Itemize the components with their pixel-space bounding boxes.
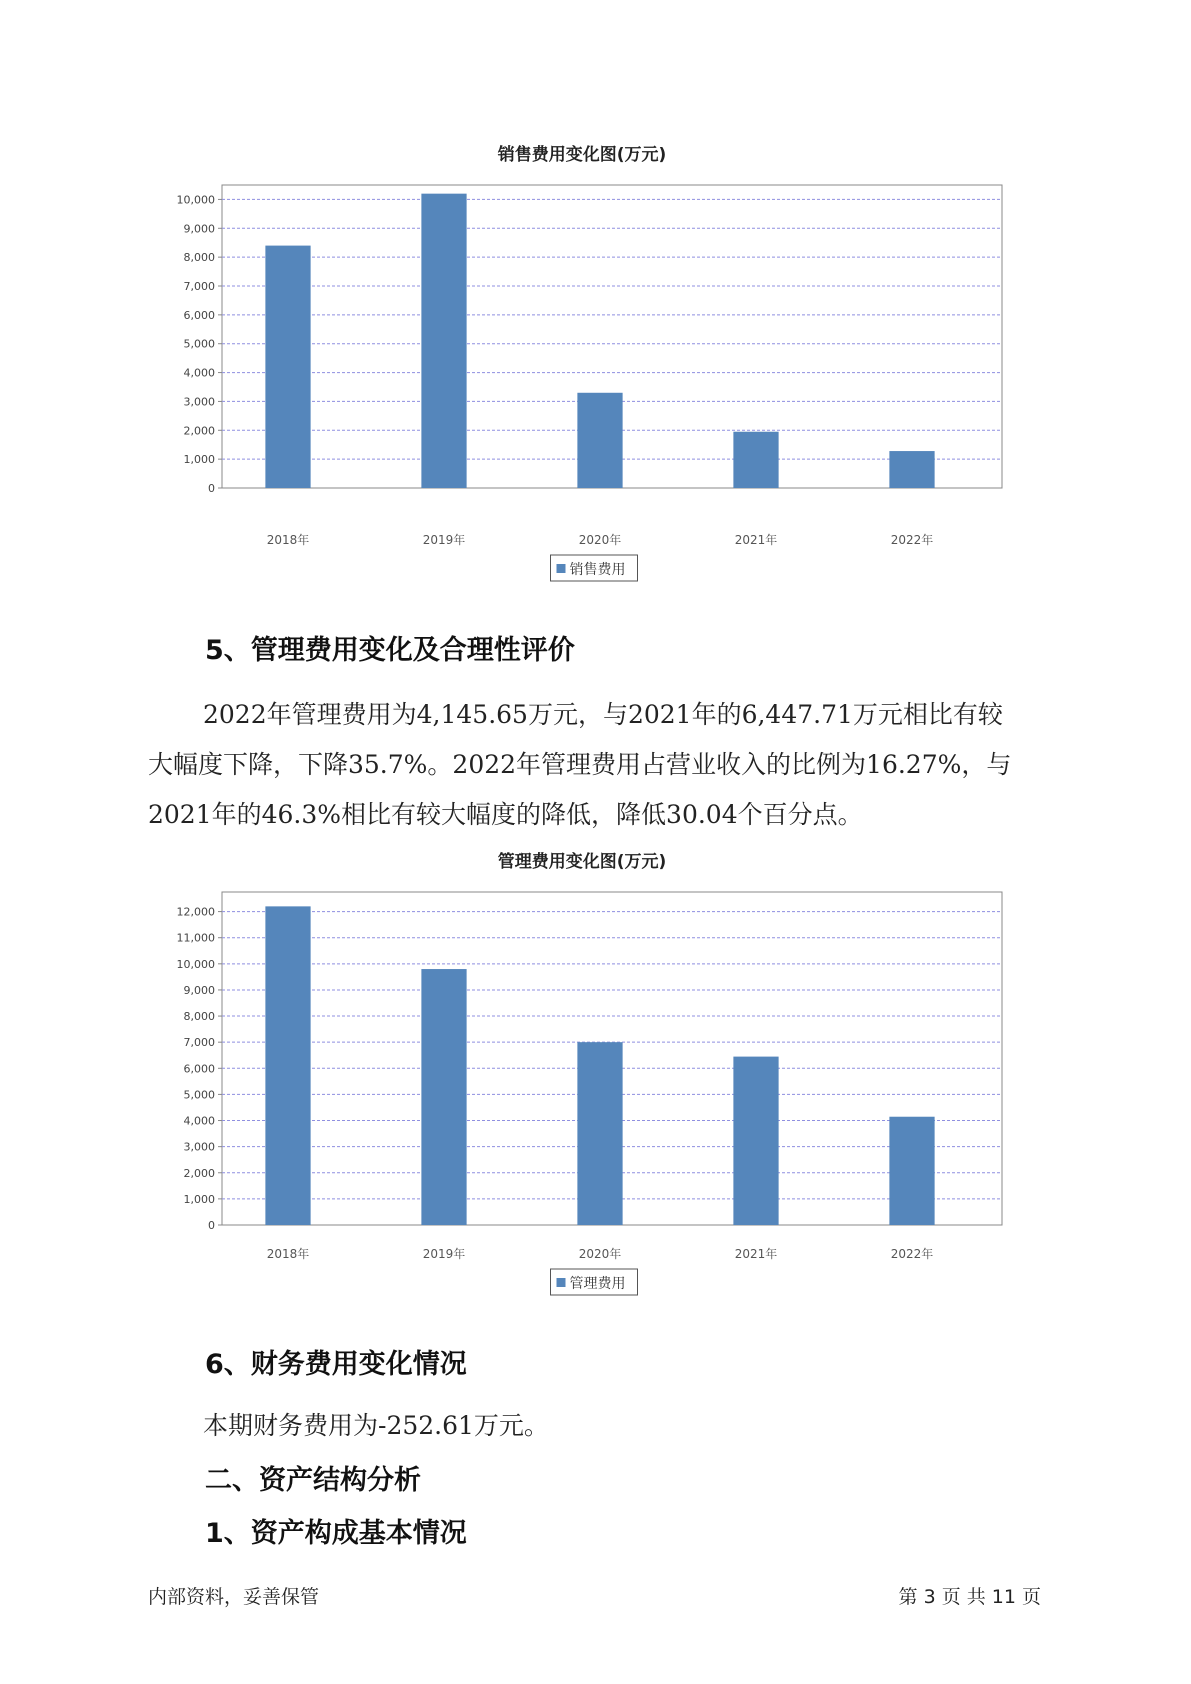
bar-2021年 bbox=[733, 1057, 778, 1225]
y-tick-label: 2,000 bbox=[183, 1166, 215, 1180]
bar-2019年 bbox=[421, 194, 466, 488]
y-tick-label: 10,000 bbox=[176, 957, 215, 971]
admin-expense-chart-svg bbox=[150, 842, 1050, 1305]
section-5-paragraph-line-1: 2022年管理费用为4,145.65万元，与2021年的6,447.71万元相比有较 bbox=[203, 700, 1003, 729]
y-tick-label: 12,000 bbox=[176, 905, 215, 919]
bar-2022年 bbox=[889, 1117, 934, 1225]
y-tick-label: 0 bbox=[208, 1219, 215, 1232]
y-tick-label: 8,000 bbox=[183, 251, 215, 265]
bar-2022年 bbox=[889, 451, 934, 488]
chart-title: 销售费用变化图(万元) bbox=[497, 145, 667, 165]
y-tick-label: 4,000 bbox=[183, 1114, 215, 1128]
y-tick-label: 11,000 bbox=[176, 931, 215, 945]
section-6-text: 本期财务费用为-252.61万元。 bbox=[203, 1411, 549, 1440]
y-tick-label: 10,000 bbox=[176, 193, 215, 207]
chart-title: 管理费用变化图(万元) bbox=[497, 852, 667, 872]
y-tick-label: 7,000 bbox=[183, 280, 215, 293]
section-6-heading: 6、财务费用变化情况 bbox=[205, 1349, 467, 1380]
x-category-label: 2019年 bbox=[422, 533, 466, 547]
part-2-sub-heading: 1、资产构成基本情况 bbox=[205, 1518, 467, 1549]
x-category-label: 2022年 bbox=[890, 533, 934, 547]
y-tick-label: 6,000 bbox=[183, 308, 215, 322]
bar-2021年 bbox=[733, 432, 778, 488]
y-tick-label: 5,000 bbox=[183, 1088, 215, 1102]
x-category-label: 2020年 bbox=[578, 533, 622, 547]
y-tick-label: 9,000 bbox=[183, 983, 215, 997]
x-category-label: 2020年 bbox=[578, 1247, 622, 1261]
admin-expense-chart bbox=[150, 842, 1050, 1305]
bar-2018年 bbox=[265, 246, 310, 488]
legend-label: 管理费用 bbox=[569, 1276, 626, 1292]
y-tick-label: 3,000 bbox=[183, 1140, 215, 1154]
y-tick-label: 8,000 bbox=[183, 1010, 215, 1024]
footer-page-number: 第 3 页 共 11 页 bbox=[898, 1586, 1041, 1608]
bar-2019年 bbox=[421, 969, 466, 1225]
sales-expense-chart-svg bbox=[150, 135, 1050, 595]
sales-expense-chart bbox=[150, 135, 1050, 595]
y-tick-label: 6,000 bbox=[183, 1062, 215, 1076]
section-5-heading: 5、管理费用变化及合理性评价 bbox=[205, 635, 575, 666]
bar-2020年 bbox=[577, 393, 622, 488]
section-5-paragraph-line-3: 2021年的46.3%相比有较大幅度的降低，降低30.04个百分点。 bbox=[148, 800, 863, 829]
legend-label: 销售费用 bbox=[569, 562, 626, 578]
y-tick-label: 4,000 bbox=[183, 366, 215, 380]
footer-confidential-note: 内部资料，妥善保管 bbox=[148, 1586, 320, 1608]
y-tick-label: 9,000 bbox=[183, 222, 215, 236]
x-category-label: 2021年 bbox=[734, 1247, 778, 1261]
y-tick-label: 5,000 bbox=[183, 337, 215, 351]
y-tick-label: 1,000 bbox=[183, 453, 215, 467]
x-category-label: 2021年 bbox=[734, 533, 778, 547]
x-category-label: 2022年 bbox=[890, 1247, 934, 1261]
x-category-label: 2018年 bbox=[266, 1247, 310, 1261]
section-5-paragraph-line-2: 大幅度下降，下降35.7%。2022年管理费用占营业收入的比例为16.27%，与 bbox=[148, 750, 1012, 779]
bar-2020年 bbox=[577, 1042, 622, 1225]
y-tick-label: 0 bbox=[208, 482, 215, 495]
y-tick-label: 7,000 bbox=[183, 1036, 215, 1050]
part-2-heading: 二、资产结构分析 bbox=[205, 1465, 421, 1496]
x-category-label: 2019年 bbox=[422, 1247, 466, 1261]
legend-swatch bbox=[557, 1278, 566, 1287]
legend-swatch bbox=[557, 564, 566, 573]
y-tick-label: 3,000 bbox=[183, 395, 215, 409]
y-tick-label: 1,000 bbox=[183, 1192, 215, 1206]
x-category-label: 2018年 bbox=[266, 533, 310, 547]
bar-2018年 bbox=[265, 906, 310, 1225]
y-tick-label: 2,000 bbox=[183, 424, 215, 438]
